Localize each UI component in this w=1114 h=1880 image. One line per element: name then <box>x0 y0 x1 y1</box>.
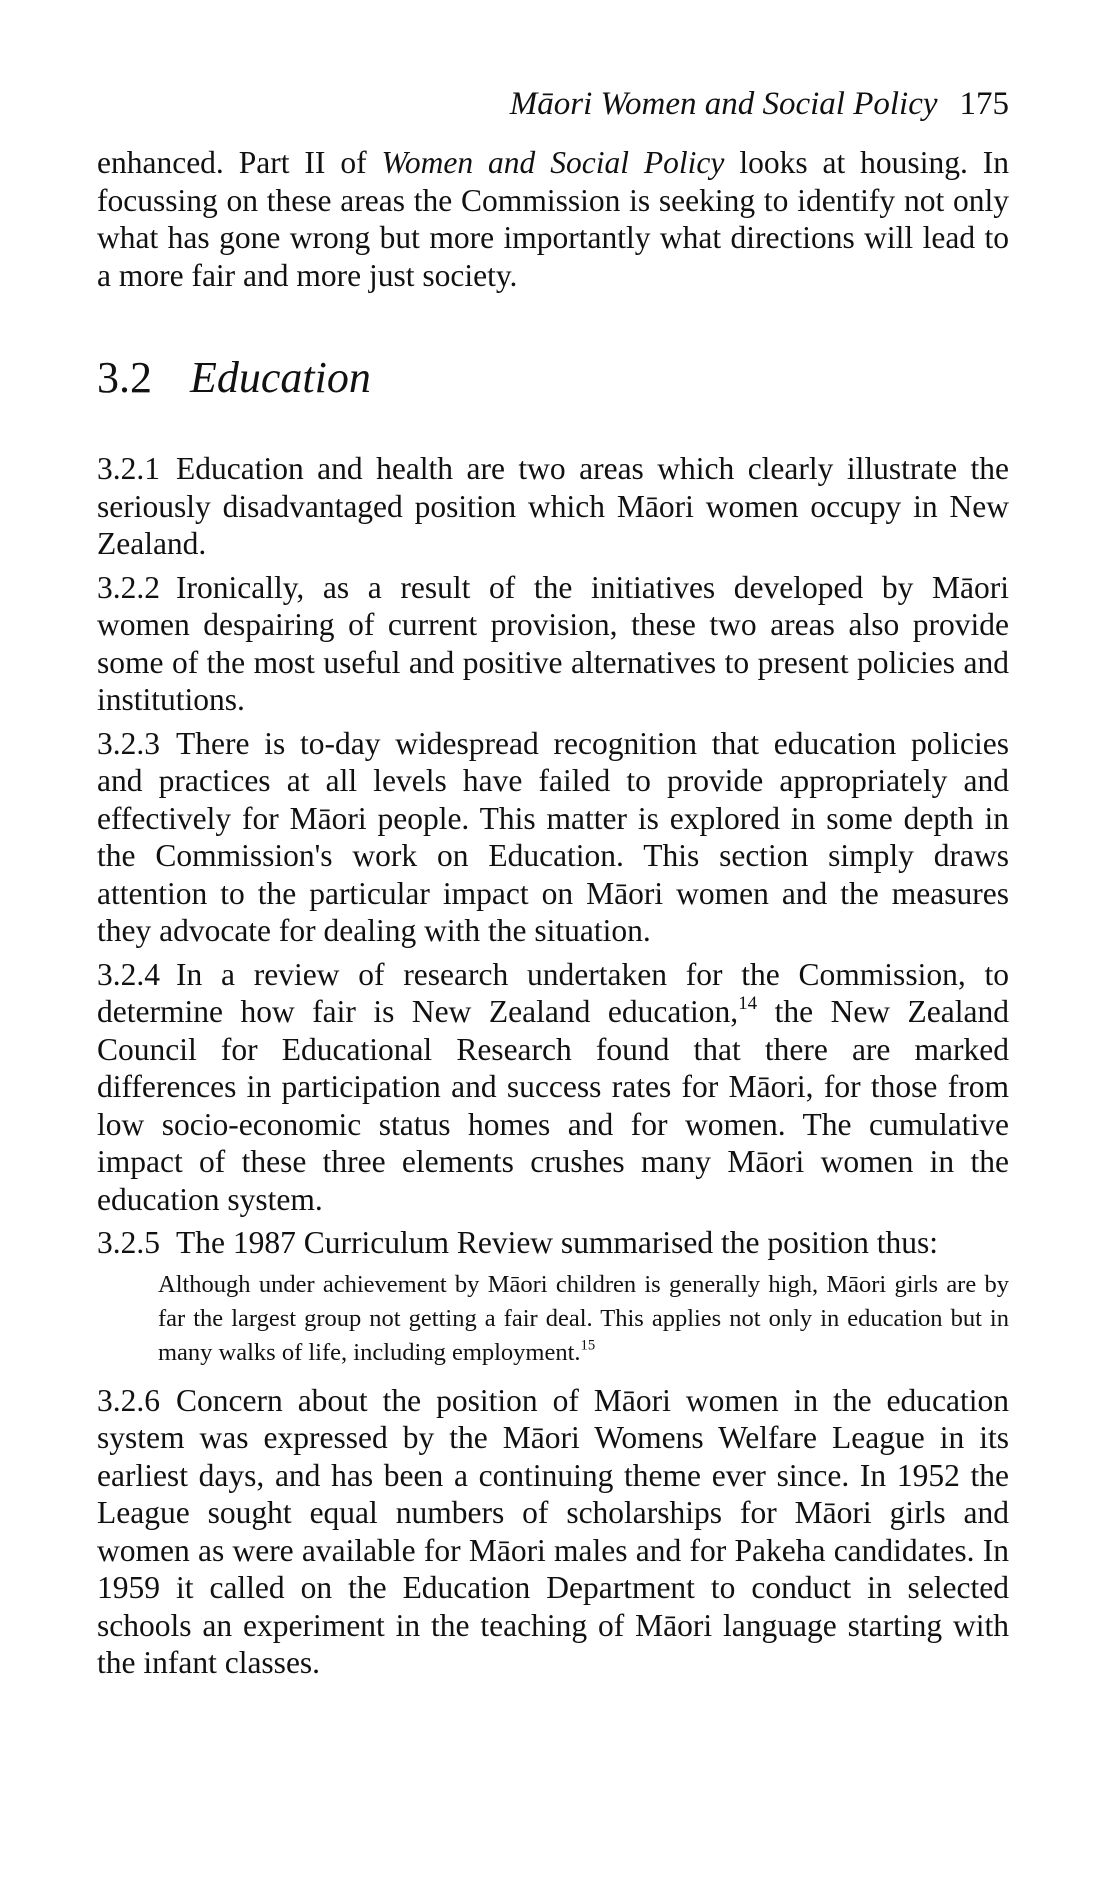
intro-text-start: enhanced. Part II of <box>97 145 382 180</box>
paragraph-3-2-4 <box>97 956 1009 1219</box>
section-number: 3.2 <box>97 353 152 402</box>
paragraph-text: The 1987 Curriculum Review summarised the position thus: <box>176 1225 939 1260</box>
paragraph-number: 3.2.3 <box>97 725 160 761</box>
book-title-reference: Women and Social Policy <box>381 145 725 180</box>
footnote-marker: 14 <box>738 992 758 1014</box>
section-title: Education <box>190 353 371 402</box>
running-head <box>97 84 1009 124</box>
intro-paragraph <box>97 144 1009 294</box>
book-page <box>97 84 1009 1682</box>
paragraph-3-2-1 <box>97 450 1009 563</box>
running-head-title: Māori Women and Social Policy <box>509 86 938 122</box>
paragraph-text: There is to-day widespread recognition that education policies and practices at all levels have failed to provide appropriately and effectively for Māori people. This matter is explored in some depth in the Commission's work on Education. This section simply draws attention to the particular impact on Māori women and the measures they advocate for dealing with the situation. <box>97 725 1009 948</box>
footnote-marker: 15 <box>580 1337 596 1354</box>
paragraph-text: Concern about the position of Māori women in the education system was expressed by the Māori Womens Welfare League in its earliest days, and has been a continuing theme ever since. In 1952 the League sought equal numbers of scholarships for Māori girls and women as were available for Māori males and for Pakeha candidates. In 1959 it called on the Education Department to conduct in selected schools an experiment in the teaching of Māori language starting with the infant classes. <box>97 1382 1009 1680</box>
intro-text-end: looks at housing. In focussing on these areas the Commission is seeking to identify not only what has gone wrong but more importantly what directions will lead to a more fair and more just society. <box>97 145 1009 293</box>
paragraph-3-2-2 <box>97 569 1009 719</box>
paragraph-text: Education and health are two areas which clearly illustrate the seriously disadvantaged position which Māori women occupy in New Zealand. <box>97 451 1009 561</box>
paragraph-number: 3.2.1 <box>97 451 160 486</box>
paragraph-text: Ironically, as a result of the initiatives developed by Māori women despairing of current provision, these two areas also provide some of the most useful and positive alternatives to present policies and institutions. <box>97 569 1009 717</box>
quote-text: Although under achievement by Māori children is generally high, Māori girls are by far the largest group not getting a fair deal. This applies not only in education but in many walks of life, including employment. <box>158 1270 1009 1366</box>
paragraph-number: 3.2.5 <box>97 1225 160 1260</box>
paragraph-text: In a review of research undertaken for the Commission, to determine how fair is New Zealand education, <box>97 956 1009 1029</box>
paragraph-3-2-6 <box>97 1382 1009 1682</box>
paragraph-3-2-3 <box>97 725 1009 950</box>
paragraph-text-continued: the New Zealand Council for Educational Research found that there are marked differences in participation and success rates for Māori, for those from low socio-economic status homes and for women. The cumulative impact of these three elements crushes many Māori women in the education system. <box>97 994 1009 1217</box>
page-number: 175 <box>959 86 1009 122</box>
section-heading <box>97 352 1009 404</box>
block-quote <box>158 1268 1009 1370</box>
paragraph-number: 3.2.4 <box>97 956 160 992</box>
paragraph-number: 3.2.2 <box>97 569 160 605</box>
paragraph-number: 3.2.6 <box>97 1382 160 1418</box>
paragraph-3-2-5 <box>97 1224 1009 1262</box>
